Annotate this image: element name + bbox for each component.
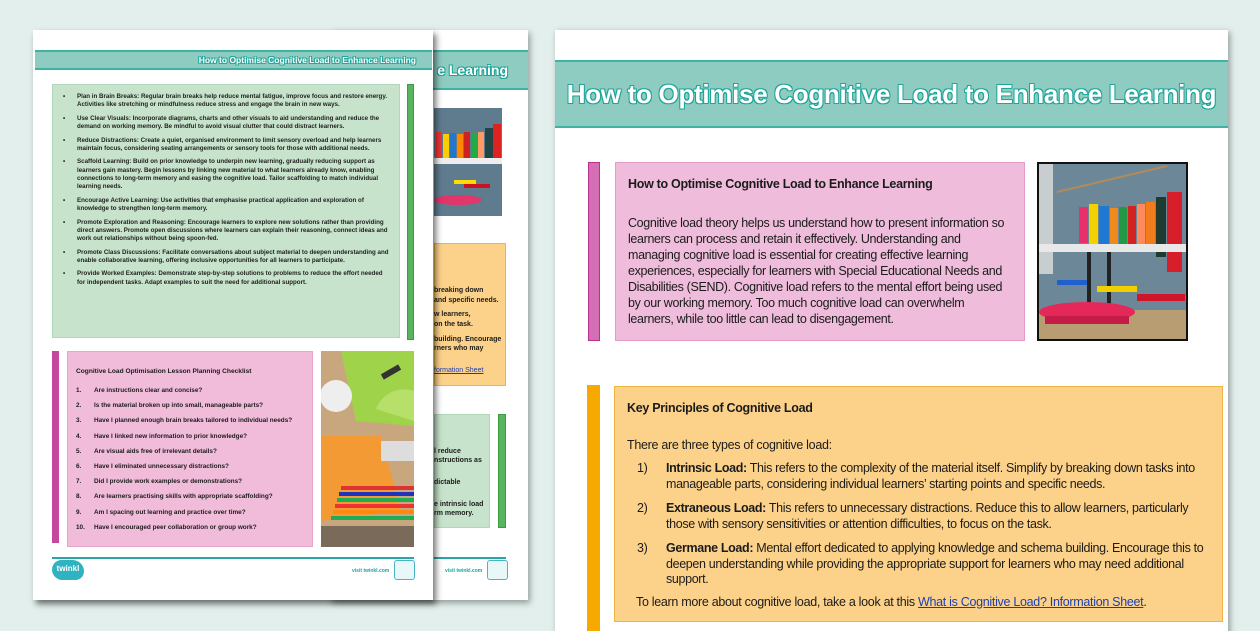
classroom-photo-thumbnail [434,108,502,216]
orange-text-fragment: rners who may [434,345,484,352]
classroom-photo [1037,162,1188,341]
visit-twinkl-link[interactable]: visit twinkl.com [352,568,390,574]
principle-text: This refers to unnecessary distractions. Reduce this to allow learners, particularly those with sensory sensitivities or attention difficulties, to focus on the task. [666,501,1189,531]
checklist-item [76,463,312,471]
list-item: • Use Clear Visuals: Incorporate diagrams, charts and other visuals to aid understanding and reduce the demand on working memory. Be mindful to avoid visual clutter that could distract learners. [77,115,391,132]
item-number: 1. [76,387,82,394]
pink-accent-bar [52,351,59,543]
green-accent-bar [407,84,414,340]
orange-accent-bar [587,385,600,631]
information-sheet-link-fragment[interactable]: formation Sheet [434,367,484,374]
item-text: Is the material broken up into small, manageable parts? [94,402,264,410]
closing-text: To learn more about cognitive load, take a look at this [636,594,918,609]
item-number: 1) [637,461,648,475]
item-number: 3. [76,417,82,425]
orange-text-fragment: w learners, [434,311,471,318]
item-text: Have I encouraged peer collaboration or group work? [94,523,257,531]
green-accent-bar [498,414,506,528]
twinkl-logo: twinkl [52,560,84,580]
quality-badge-icon [394,560,415,580]
principle-term: Extraneous Load: [666,501,766,515]
list-item: • Encourage Active Learning: Use activities that emphasise practical application and exploration of knowledge to strengthen long-term memory. [77,197,391,214]
quality-badge-icon [487,560,508,580]
item-text: Are learners practising skills with appropriate scaffolding? [94,493,273,501]
item-number: 2) [637,501,648,515]
checklist-item [76,524,312,532]
item-number: 2. [76,402,82,410]
principles-title: Key Principles of Cognitive Load [627,401,813,415]
item-text: Am I spacing out learning and practice over time? [94,508,246,516]
checklist-item [76,433,312,441]
list-item: • Plan in Brain Breaks: Regular brain breaks help reduce mental fatigue, improve focus and restore energy. Activities like stretching or mindfulness reduce stress and engage the brain in new ways. [77,93,391,110]
item-number: 3) [637,541,648,555]
item-text: Have I eliminated unnecessary distractions? [94,462,229,470]
green-text-fragment: l reduce [434,448,461,455]
item-text: Have I linked new information to prior knowledge? [94,432,248,440]
closing-period: . [1143,594,1147,609]
key-principles-box [614,386,1223,622]
checklist-item [76,478,312,486]
front-page-preview [33,30,433,600]
principle-text: This refers to the complexity of the material itself. Simplify by breaking down tasks into manageable parts, considering individual learners’ starting points and specific needs. [666,461,1195,491]
list-item: • Provide Worked Examples: Demonstrate step-by-step solutions to problems to reduce the effort needed for independent tasks. Adapt examples to suit the need for additional support. [77,270,391,287]
main-page-preview [555,30,1228,631]
principle-item [627,501,1210,532]
orange-text-fragment: on the task. [434,321,473,328]
checklist-item [76,417,312,425]
item-text: Are visual aids free of irrelevant details? [94,447,217,455]
pink-accent-bar [588,162,600,341]
item-number: 7. [76,478,82,486]
list-item: • Reduce Distractions: Create a quiet, organised environment to limit sensory overload and help learners maintain focus, considering seating arrangements or sensory tools for those with additional needs. [77,137,391,154]
item-number: 6. [76,462,82,470]
green-text-fragment: dictable [434,479,461,486]
orange-text-fragment: breaking down [434,287,484,294]
item-text: Have I planned enough brain breaks tailored to individual needs? [94,417,293,425]
item-number: 5. [76,447,82,455]
middle-page-header: e Learning [330,50,528,90]
intro-body: Cognitive load theory helps us understand how to present information so learners can process and retain it effectively. Understanding and managing cognitive load is essential for creating effective learning experiences, especially for learners with Special Educational Needs and Disabilities (SEND). Cognitive load refers to the mental effort being used by our working memory. Too much cognitive load can overwhelm learners, while too little can lead to disengagement. [628,216,1005,326]
item-text: Did I provide work examples or demonstrations? [94,478,243,486]
main-page-header: How to Optimise Cognitive Load to Enhance Learning [555,60,1228,128]
checklist-item [76,493,312,501]
principle-term: Intrinsic Load: [666,461,747,475]
visit-twinkl-link[interactable]: visit twinkl.com [445,568,483,574]
green-text-fragment: rm memory. [434,510,474,517]
list-item: • Promote Exploration and Reasoning: Encourage learners to explore new solutions rather than providing direct answers. Promote open discussions where learners can explain their reasoning, connect ideas and work out relationships without being spoon-fed. [77,219,391,244]
orange-text-fragment: and specific needs. [434,297,499,304]
intro-title: How to Optimise Cognitive Load to Enhance Learning [628,177,933,191]
footer-divider [52,557,414,559]
item-number: 8. [76,493,82,501]
checklist-title: Cognitive Load Optimisation Lesson Planning Checklist [76,368,252,375]
orange-text-fragment: building. Encourage [434,336,502,343]
strategies-list [52,84,400,338]
green-text-fragment: nstructions as [434,457,482,464]
item-number: 10. [76,523,85,531]
green-text-fragment: e intrinsic load [434,501,484,508]
list-item: • Promote Class Discussions: Facilitate conversations about subject material to deepen understanding and enable collaborative learning, offering inclusive opportunities for all learners to participate. [77,249,391,266]
checklist-box [67,351,313,547]
craft-supplies-photo [321,351,414,547]
intro-box [615,162,1025,341]
checklist-item [76,509,312,517]
principles-lead: There are three types of cognitive load: [627,438,832,452]
principle-item [627,461,1210,492]
item-text: Are instructions clear and concise? [94,387,203,394]
list-item: • Scaffold Learning: Build on prior knowledge to underpin new learning, gradually reducing support as learners gain mastery. Begin lessons by linking new material to what learners already know, enabling connections to long-term memory and easing the cognitive load. Tailor scaffolding to match individual learning needs. [77,158,391,191]
principle-text: Mental effort dedicated to applying knowledge and schema building. Encourage this to deepen understanding while providing the appropriate support for learners who may need additional support. [666,541,1204,586]
footer-divider [434,557,506,559]
principle-term: Germane Load: [666,541,754,555]
front-page-header: How to Optimise Cognitive Load to Enhance Learning [35,50,432,70]
checklist-item [76,387,312,395]
checklist-item [76,402,312,410]
principle-item [627,541,1210,588]
closing-line [627,595,1210,609]
information-sheet-link[interactable]: What is Cognitive Load? Information Sheet [918,594,1144,609]
checklist-item [76,448,312,456]
item-number: 9. [76,508,82,516]
item-number: 4. [76,432,82,440]
